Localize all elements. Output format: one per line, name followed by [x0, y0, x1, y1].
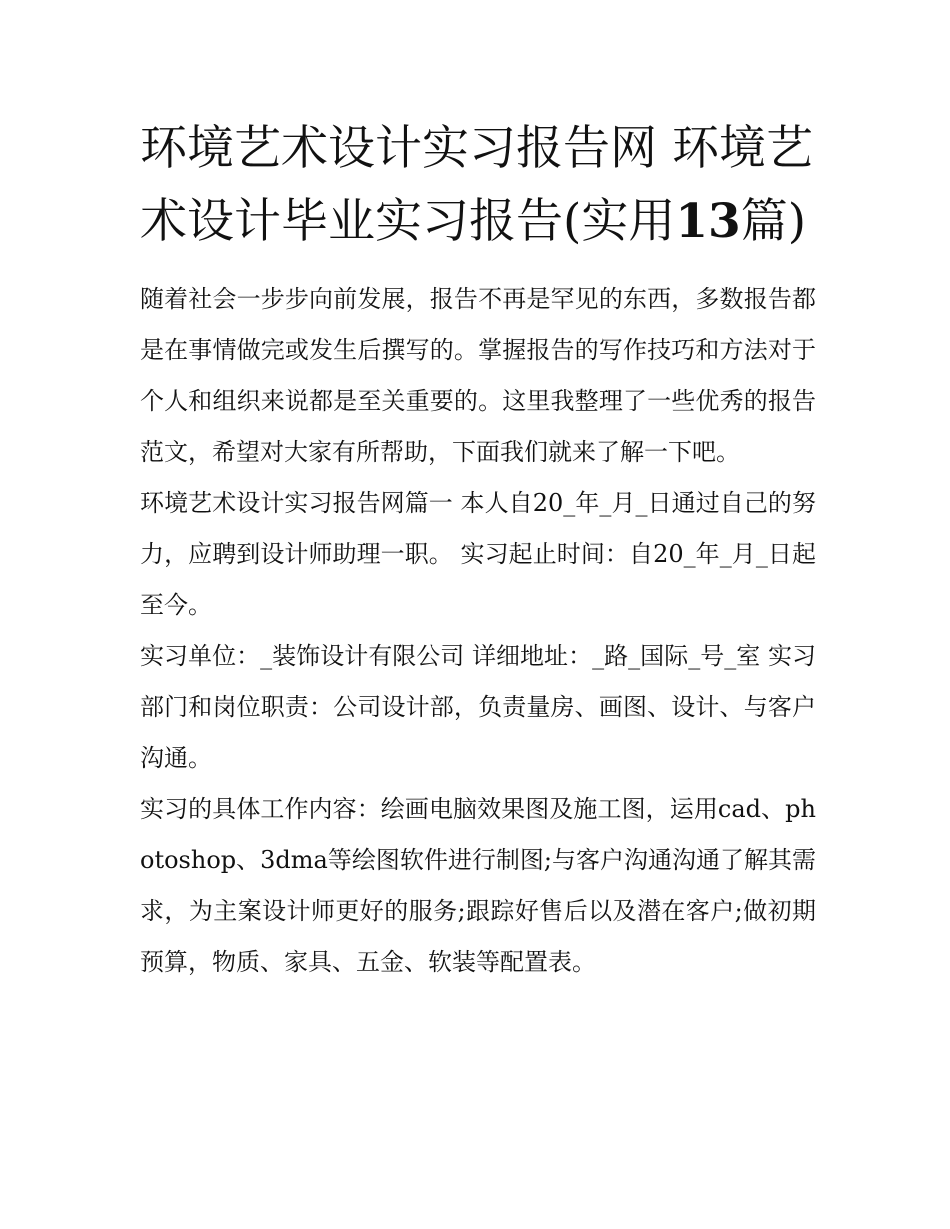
paragraph-intro: 随着社会一步步向前发展，报告不再是罕见的东西，多数报告都是在事情做完或发生后撰写的。掌握报告的写作技巧和方法对于个人和组织来说都是至关重要的。这里我整理了一些优秀的报告范文，希望对大家有所帮助，下面我们就来了解一下吧。 — [140, 285, 816, 466]
document-title: 环境艺术设计实习报告网 环境艺术设计毕业实习报告(实用13篇) — [140, 121, 813, 249]
document-body — [140, 274, 816, 988]
paragraph-work-content: 实习的具体工作内容：绘画电脑效果图及施工图，运用cad、photoshop、3dma等绘图软件进行制图;与客户沟通沟通了解其需求，为主案设计师更好的服务;跟踪好售后以及潜在客户;做初期预算，物质、家具、五金、软装等配置表。 — [140, 795, 816, 976]
paragraph-internship-period: 环境艺术设计实习报告网篇一 本人自20_年_月_日通过自己的努力，应聘到设计师助理一职。 实习起止时间：自20_年_月_日起至今。 — [140, 489, 816, 619]
paragraph-internship-unit: 实习单位：_装饰设计有限公司 详细地址：_路_国际_号_室 实习部门和岗位职责：公司设计部，负责量房、画图、设计、与客户沟通。 — [140, 642, 816, 772]
title-number: 13 — [675, 194, 741, 249]
document-page — [140, 112, 816, 988]
